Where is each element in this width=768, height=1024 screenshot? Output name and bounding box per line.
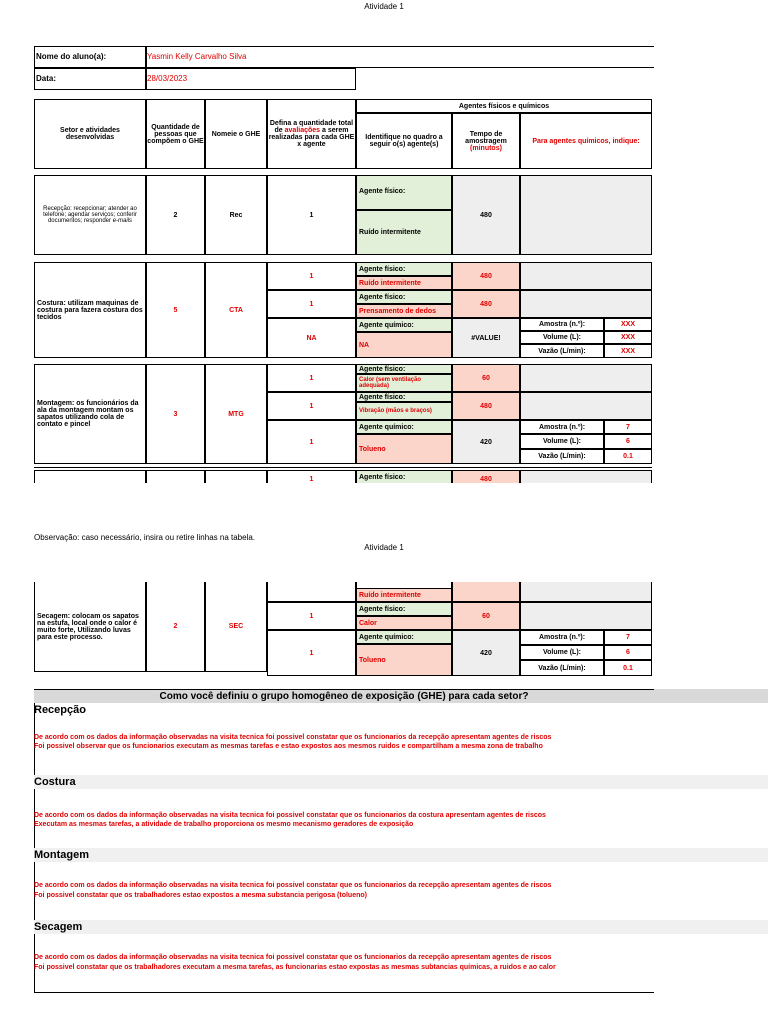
divider [34,467,652,469]
quimicos-empty [520,364,652,392]
qtd-recepcao: 2 [146,175,205,255]
ghe-partial [205,470,267,483]
quimicos-empty [520,392,652,420]
tempo-costura-2: 480 [452,290,520,318]
section-text: Executam as mesmas tarefas, a atividade de trabalho proporciona os mesmo mecanismo geradores de exposição [34,821,414,828]
tempo-montagem-1: 60 [452,364,520,392]
quimicos-empty [520,262,652,290]
section-title-montagem: Montagem [34,849,89,861]
tempo-montagem-3: 420 [452,420,520,464]
amostra-value: 7 [604,420,652,434]
volume-label: Volume (L): [520,645,604,660]
ghe-recepcao: Rec [205,175,267,255]
section-text: De acordo com os dados da informação observadas na visita tecnica foi possivel constatar que os funcionarios da recepção apresentam agentes de riscos [34,734,552,741]
header-identifique: Identifique no quadro a seguir o(s) agente(s) [356,113,452,169]
section-band [34,775,768,789]
agent-label: Agente químico: [356,630,452,644]
header-tempo: Tempo de amostragem (minutos) [452,113,520,169]
header-quantidade: Quantidade de pessoas que compõem o GHE [146,99,205,169]
setor-montagem: Montagem: os funcionários da ala da montagem montam os sapatos utilizando cola de contato e pincel [34,364,146,464]
section-text: Foi possivel observar que os funcionarios executam as mesmas tarefas e estao expostos aos mesmos ruidos e compartilham a mesma zona de trabalho [34,743,543,750]
vazao-label: Vazão (L/min): [520,449,604,464]
agent-value: Prensamento de dedos [356,304,452,318]
ghe-question: Como você definiu o grupo homogêneo de exposição (GHE) para cada setor? [34,689,654,703]
amostra-label: Amostra (n.º): [520,630,604,645]
section-text: Foi possivel constatar que os trabalhadores executam a mesma tarefas, as funcionarias estao expostas as mesmas subtancias químicas, a ruidos e ao calor [34,964,556,971]
aval-costura-1: 1 [267,262,356,290]
volume-value: 6 [604,434,652,449]
aval-montagem-1: 1 [267,364,356,392]
tempo-costura-3: #VALUE! [452,318,520,358]
tempo-secagem-2: 60 [452,602,520,630]
quimicos-empty [520,602,652,630]
header-setor: Setor e atividades desenvolvidas [34,99,146,169]
tempo-secagem-1 [452,582,520,602]
aval-recepcao: 1 [267,175,356,255]
agent-value: Calor (sem ventilação adequada) [356,374,452,392]
aval-secagem-3: 1 [267,630,356,676]
agent-label: Agente físico: [356,262,452,276]
vazao-label: Vazão (L/min): [520,344,604,358]
tempo-partial: 480 [452,470,520,483]
date-label: Data: [36,74,57,83]
agent-value: Vibração (mãos e braços) [356,402,452,420]
section-text: De acordo com os dados da informação observadas na visita tecnica foi possivel constatar que os funcionarios da costura apresentam agentes de riscos [34,812,546,819]
observacao: Observação: caso necessário, insira ou retire linhas na tabela. [34,533,256,542]
agent-value: Ruído intermitente [356,276,452,290]
volume-label: Volume (L): [520,434,604,449]
agent-label: Agente físico: [356,290,452,304]
aval-montagem-2: 1 [267,392,356,420]
aval-partial: 1 [267,470,356,483]
date-row [34,68,356,90]
aval-secagem-1 [267,582,356,602]
section-text: De acordo com os dados da informação observadas na visita tecnica foi possivel constatar que os funcionarios da recepção apresentam agentes de riscos [34,954,552,961]
student-name[interactable]: Yasmin Kelly Carvalho Silva [147,52,247,61]
volume-value: XXX [604,331,652,344]
amostra-value: XXX [604,318,652,331]
agent-value: Tolueno [356,434,452,464]
amostra-label: Amostra (n.º): [520,318,604,331]
page-title: Atividade 1 [364,2,404,11]
section-text: De acordo com os dados da informação observadas na visita tecnica foi possivel constatar que os funcionarios da recepção apresentam agentes de riscos [34,882,552,889]
amostra-label: Amostra (n.º): [520,420,604,434]
date-value[interactable]: 28/03/2023 [147,74,188,83]
volume-value: 6 [604,645,652,660]
section-text: Foi possivel constatar que os trabalhadores estao expostos a mesma substancia perigosa (tolueno) [34,892,367,899]
vazao-value: 0.1 [604,449,652,464]
ghe-secagem: SEC [205,582,267,672]
agent-value: Tolueno [356,644,452,676]
agent-label: Agente químico: [356,318,452,332]
vazao-value: XXX [604,344,652,358]
section-band [34,848,768,862]
agent-label: Agente físico: [356,602,452,616]
tempo-costura-1: 480 [452,262,520,290]
quimicos-recepcao [520,175,652,255]
setor-partial [34,470,146,483]
setor-recepcao: Recepção: recepcionar; atender ao telefone; agendar serviços; conferir documentos; responder e-mails [34,175,146,255]
agent-label: Agente físico: [356,364,452,374]
divider [34,992,654,993]
volume-label: Volume (L): [520,331,604,344]
agent-label: Agente químico: [356,420,452,434]
setor-secagem: Secagem: colocam os sapatos na estufa, local onde o calor é muito forte, Utilizando luvas para este processo. [34,582,146,672]
qtd-partial [146,470,205,483]
header-agentes: Agentes físicos e químicos [356,99,652,113]
agent-value: NA [356,332,452,358]
aval-montagem-3: 1 [267,420,356,464]
student-row [34,46,654,68]
qtd-costura: 5 [146,262,205,358]
agent-value: Ruído intermitente [356,210,452,255]
agent-label: Agente físico: [356,470,452,483]
quimicos-empty [520,290,652,318]
tempo-secagem-3: 420 [452,630,520,676]
agent-value: Ruído intermitente [356,588,452,602]
page-title: Atividade 1 [364,543,404,552]
qtd-secagem: 2 [146,582,205,672]
student-label: Nome do aluno(a): [36,52,107,61]
ghe-montagem: MTG [205,364,267,464]
section-title-costura: Costura [34,776,76,788]
vazao-label: Vazão (L/min): [520,660,604,676]
qtd-montagem: 3 [146,364,205,464]
aval-costura-2: 1 [267,290,356,318]
tempo-montagem-2: 480 [452,392,520,420]
agent-partial [356,582,452,588]
aval-secagem-2: 1 [267,602,356,630]
header-quimicos: Para agentes químicos, indique: [520,113,652,169]
quimicos-empty [520,582,652,602]
ghe-costura: CTA [205,262,267,358]
section-band [34,920,768,934]
agent-value: Calor [356,616,452,630]
amostra-value: 7 [604,630,652,645]
agent-label: Agente físico: [356,175,452,210]
quimicos-partial [520,470,652,483]
setor-costura: Costura: utilizam maquinas de costura para fazera costura dos tecidos [34,262,146,358]
header-nomeie: Nomeie o GHE [205,99,267,169]
header-defina: Defina a quantidade total de avaliações a serem realizadas para cada GHE x agente [267,99,356,169]
section-title-secagem: Secagem [34,921,83,933]
section-title-recepcao: Recepção [34,704,86,716]
tempo-recepcao: 480 [452,175,520,255]
aval-costura-3: NA [267,318,356,358]
agent-label: Agente físico: [356,392,452,402]
vazao-value: 0.1 [604,660,652,676]
